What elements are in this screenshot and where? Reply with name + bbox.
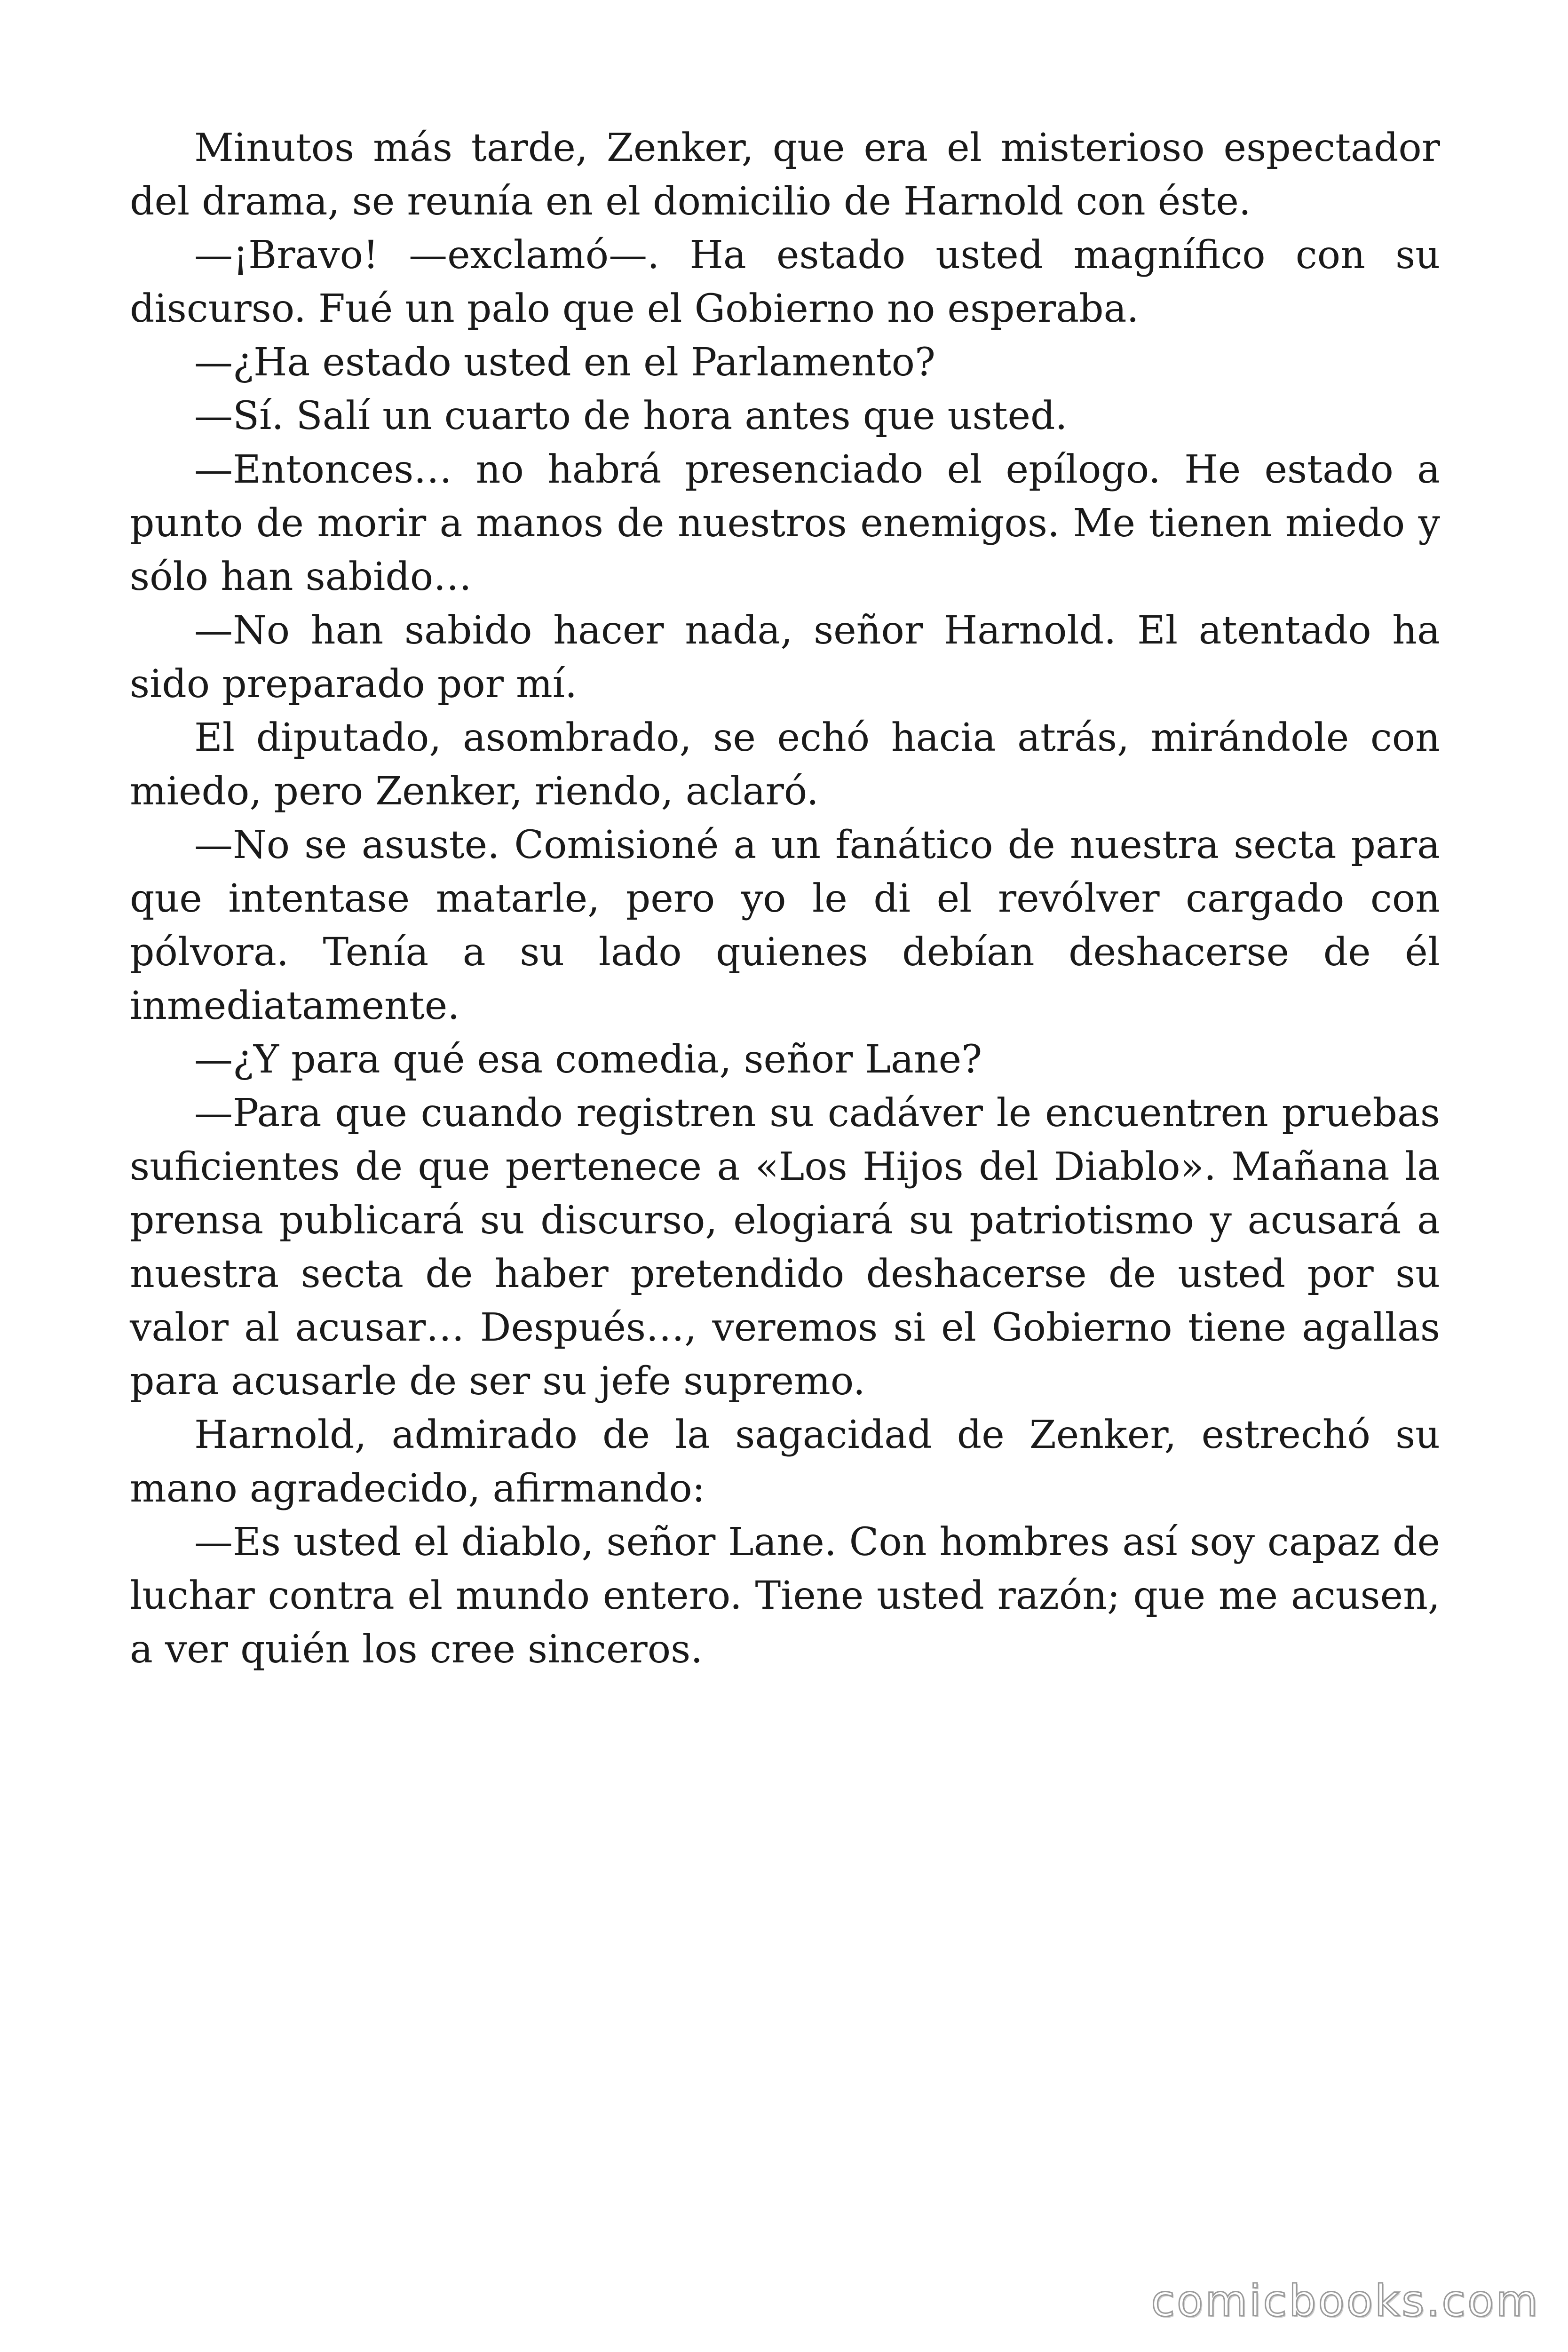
- paragraph-10: —Para que cuando registren su cadáver le encuentren pruebas suficientes de que pertenece a «Los Hijos del Diablo». Mañana la prensa publicará su discurso, elogiará su patriotismo y acusará a nuestra secta de haber pretendido deshacerse de usted por su valor al acusar… Después…, veremos si el Gobierno tiene agallas para acusarle de ser su jefe supremo.: [130, 1091, 1440, 1404]
- paragraph-5: —Entonces… no habrá presenciado el epílogo. He estado a punto de morir a manos de nuestros enemigos. Me tienen miedo y sólo han sabido…: [130, 447, 1440, 599]
- paragraph-4: —Sí. Salí un cuarto de hora antes que usted.: [194, 394, 1068, 438]
- paragraph-8: —No se asuste. Comisioné a un fanático de nuestra secta para que intentase matarle, pero yo le di el revólver cargado con pólvora. Tenía a su lado quienes debían deshacerse de él inmediatamente.: [130, 823, 1440, 1028]
- paragraph-6: —No han sabido hacer nada, señor Harnold. El atentado ha sido preparado por mí.: [130, 608, 1440, 707]
- paragraph-1: Minutos más tarde, Zenker, que era el misterioso espectador del drama, se reunía en el domicilio de Harnold con éste.: [130, 126, 1440, 224]
- watermark: comicbooks.com: [1151, 2276, 1540, 2326]
- paragraph-7: El diputado, asombrado, se echó hacia atrás, mirándole con miedo, pero Zenker, riendo, aclaró.: [130, 715, 1440, 814]
- body-text: [130, 121, 1440, 1677]
- paragraph-3: —¿Ha estado usted en el Parlamento?: [194, 340, 936, 385]
- paragraph-9: —¿Y para qué esa comedia, señor Lane?: [194, 1037, 982, 1082]
- paragraph-12: —Es usted el diablo, señor Lane. Con hombres así soy capaz de luchar contra el mundo entero. Tiene usted razón; que me acusen, a ver quién los cree sinceros.: [130, 1520, 1440, 1672]
- paragraph-2: —¡Bravo! —exclamó—. Ha estado usted magnífico con su discurso. Fué un palo que el Gobierno no esperaba.: [130, 233, 1440, 331]
- paragraph-11: Harnold, admirado de la sagacidad de Zenker, estrechó su mano agradecido, afirmando:: [130, 1413, 1440, 1511]
